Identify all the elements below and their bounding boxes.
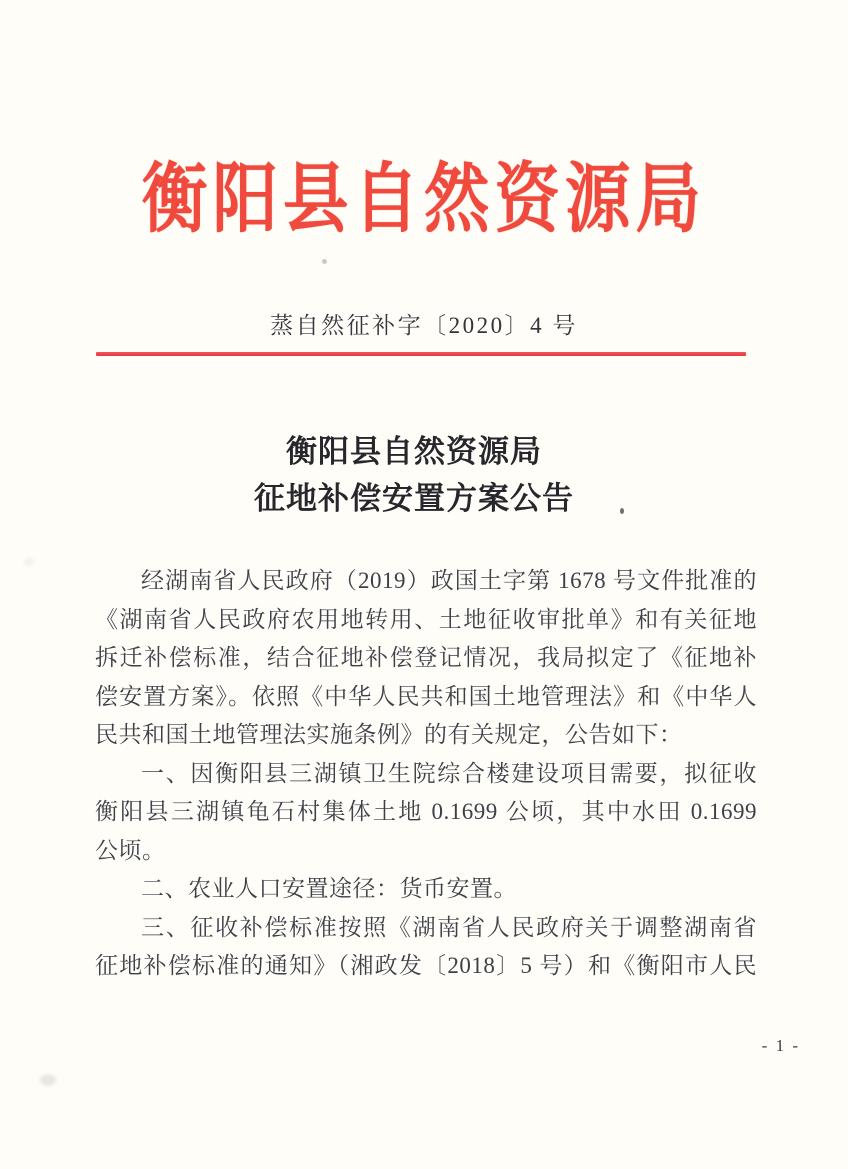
- document-title: [0, 428, 838, 522]
- title-line-1: 衡阳县自然资源局: [286, 434, 542, 469]
- body-line: 征地补偿标准的通知》（湘政发〔2018〕5 号）和《衡阳市人民: [95, 953, 757, 978]
- document-number: 蒸自然征补字〔2020〕4 号: [270, 313, 578, 338]
- body-line: 民共和国土地管理法实施条例》的有关规定，公告如下：: [95, 722, 683, 747]
- body-line: 偿安置方案》。依照《中华人民共和国土地管理法》和《中华人: [95, 683, 757, 709]
- body-line: 拆迁补偿标准，结合征地补偿登记情况，我局拟定了《征地补: [95, 645, 757, 670]
- scan-speck: [322, 259, 327, 264]
- red-divider-line: [96, 352, 746, 356]
- document-body: [95, 562, 757, 986]
- agency-letterhead: 衡阳县自然资源局: [141, 158, 707, 242]
- title-line-2: 征地补偿安置方案公告: [254, 481, 574, 516]
- scan-smudge: [40, 1074, 56, 1086]
- scan-speck: [620, 508, 624, 514]
- body-line: 经湖南省人民政府（2019）政国土字第 1678 号文件批准的: [141, 568, 757, 593]
- body-line: 三、征收补偿标准按照《湖南省人民政府关于调整湖南省: [141, 914, 757, 940]
- body-line: 二、农业人口安置途径：货币安置。: [141, 876, 517, 901]
- body-line: 《湖南省人民政府农用地转用、土地征收审批单》和有关征地: [95, 606, 757, 632]
- scan-smudge: [24, 558, 34, 566]
- page-number: - 1 -: [761, 1036, 800, 1055]
- body-line: 衡阳县三湖镇龟石村集体土地 0.1699 公顷，其中水田 0.1699: [95, 799, 757, 824]
- body-line: 一、因衡阳县三湖镇卫生院综合楼建设项目需要，拟征收: [141, 760, 757, 786]
- body-line: 公顷。: [95, 837, 166, 863]
